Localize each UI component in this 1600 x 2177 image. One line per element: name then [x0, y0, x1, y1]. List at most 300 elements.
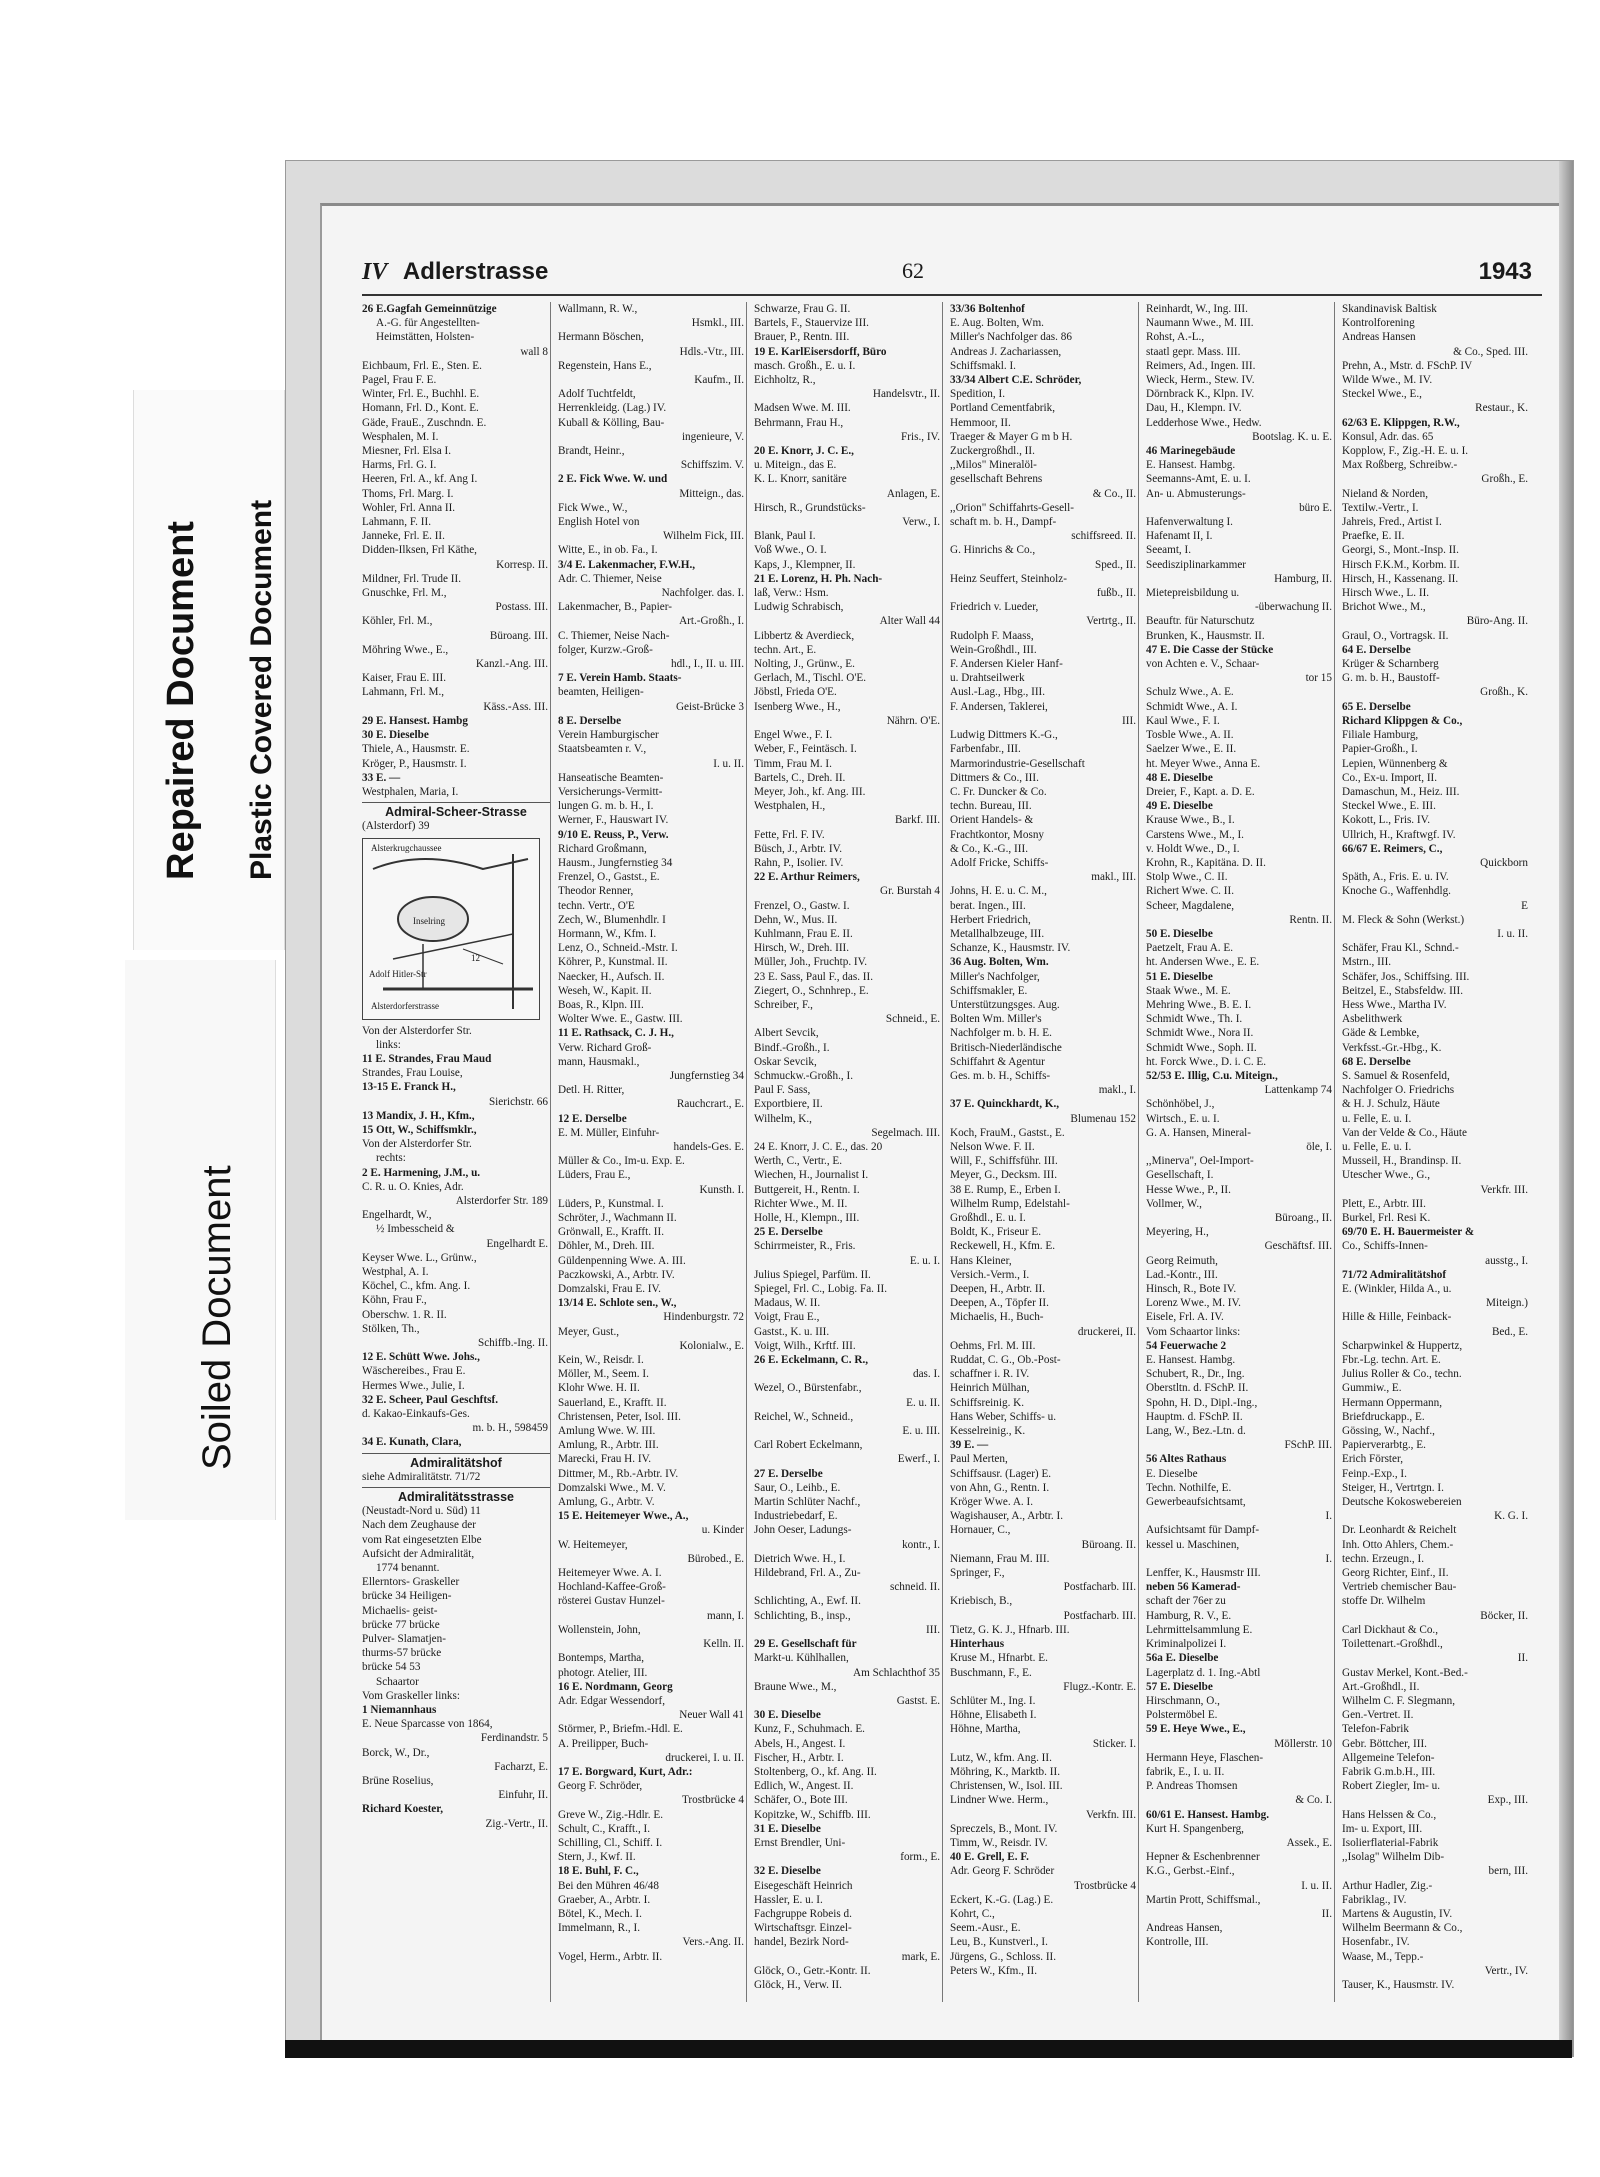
directory-entry: 30 E. Dieselbe: [754, 1709, 821, 1722]
directory-entry: Miller's Nachfolger das. 86: [950, 331, 1072, 344]
directory-entry: 33/34 Albert C.E. Schröder,: [950, 374, 1082, 387]
directory-entry: handels-Ges. E.: [673, 1140, 744, 1153]
directory-entry: Hirschmann, O.,: [1146, 1694, 1220, 1707]
directory-entry: Sped., II.: [1094, 558, 1136, 571]
directory-entry: Lenffer, K., Hausmstr III.: [1146, 1567, 1261, 1580]
directory-entry: 16 E. Nordmann, Georg: [558, 1680, 673, 1693]
directory-entry: Schiffb.-Ing. II.: [477, 1336, 548, 1349]
directory-entry: Reichel, W., Schneid.,: [754, 1410, 854, 1423]
directory-entry: Scharpwinkel & Huppertz,: [1342, 1339, 1463, 1352]
directory-entry: 2 E. Fick Wwe. W. und: [558, 473, 668, 486]
directory-entry: Geschäftsf. III.: [1264, 1240, 1332, 1253]
directory-entry: Boldt, K., Friseur E.: [950, 1226, 1042, 1239]
directory-entry: Peters W., Kfm., II.: [950, 1964, 1038, 1977]
directory-entry: Telefon-Fabrik: [1342, 1723, 1409, 1736]
directory-entry: E. Hansest. Hambg.: [1146, 459, 1236, 472]
directory-entry: Glöck, H., Verw. II.: [754, 1978, 842, 1991]
directory-entry: Miller's Nachfolger,: [950, 970, 1040, 983]
directory-entry: Wohler, Frl. Anna II.: [362, 501, 456, 514]
directory-entry: Spiegel, Frl. C., Lobig. Fa. II.: [754, 1283, 887, 1296]
directory-entry: Eichholtz, R.,: [754, 374, 816, 387]
directory-entry: 56 Altes Rathaus: [1146, 1453, 1227, 1466]
directory-entry: makl., III.: [1091, 871, 1136, 884]
directory-entry: Prehn, A., Mstr. d. FSchP. IV: [1342, 359, 1473, 372]
directory-entry: Wagishauser, A., Arbtr. I.: [950, 1510, 1063, 1523]
directory-entry: Eisele, Frl. A. IV.: [1146, 1311, 1224, 1324]
directory-entry: Albert Sevcik,: [754, 1027, 819, 1040]
directory-entry: Skandinavisk Baltisk: [1342, 303, 1437, 315]
directory-entry: Barkf. III.: [894, 814, 940, 827]
directory-entry: u. Kinder: [701, 1524, 744, 1537]
directory-entry: Wilhelm, K.,: [754, 1112, 812, 1125]
directory-entry: Adolf Fricke, Schiffs-: [950, 856, 1049, 869]
directory-entry: Weseh, W., Kapit. II.: [558, 984, 652, 997]
directory-entry: Seeamt, I.: [1146, 544, 1192, 557]
directory-entry: E. Dieselbe: [1146, 1467, 1198, 1480]
directory-entry: Aufsichtsamt für Dampf-: [1146, 1524, 1260, 1537]
directory-entry: Kuhlmann, Frau E. II.: [754, 927, 853, 940]
directory-entry: Vollmer, W.,: [1146, 1197, 1202, 1210]
directory-entry: neben 56 Kamerad-: [1146, 1581, 1241, 1594]
directory-entry: Ausl.-Lag., Hbg., III.: [950, 686, 1046, 699]
directory-entry: P. Andreas Thomsen: [1146, 1780, 1238, 1793]
directory-entry: Kopplow, F., Zig.-H. E. u. I.: [1342, 445, 1469, 458]
street-heading: Admiralitätshof: [362, 1453, 550, 1470]
directory-entry: Krohn, R., Kapitäna. D. II.: [1146, 856, 1266, 869]
directory-entry: Westphal, A. I.: [362, 1265, 429, 1278]
directory-entry: mann, I.: [707, 1609, 744, 1622]
directory-entry: II.: [1517, 1652, 1528, 1665]
directory-entry: 8 E. Derselbe: [558, 714, 622, 727]
directory-entry: Papier-Großh., I.: [1342, 743, 1418, 756]
directory-entry: Lepien, Wünnenberg &: [1342, 757, 1448, 770]
directory-entry: schaft der 76er zu: [1146, 1595, 1226, 1608]
directory-entry: Art.-Großh., I.: [679, 615, 744, 628]
directory-entry: Alter Wall 44: [879, 615, 940, 628]
directory-entry: Isenberg Wwe., H.,: [754, 700, 841, 713]
directory-entry: folger, Kurzw.-Groß-: [558, 643, 653, 656]
directory-entry: Wirtsch., E. u. I.: [1146, 1112, 1220, 1125]
directory-entry: English Hotel von: [558, 516, 640, 529]
directory-entry: Niemann, Frau M. III.: [950, 1552, 1050, 1565]
directory-entry: brücke 77 brücke: [362, 1618, 440, 1631]
directory-entry: photogr. Atelier, III.: [558, 1666, 648, 1679]
directory-entry: Voigt, Wilh., Krftf. III.: [754, 1339, 856, 1352]
directory-entry: Korresp. II.: [496, 558, 548, 571]
directory-entry: Möllerstr. 10: [1274, 1737, 1332, 1750]
directory-entry: Scheer, Magdalene,: [1146, 899, 1235, 912]
directory-entry: Tosble Wwe., A. II.: [1146, 729, 1234, 742]
directory-entry: Bindf.-Großh., I.: [754, 1041, 830, 1054]
directory-entry: 65 E. Derselbe: [1342, 700, 1411, 713]
directory-entry: Georg Richter, Einf., II.: [1342, 1567, 1449, 1580]
directory-entry: Verkfr. III.: [1480, 1183, 1528, 1196]
directory-entry: Kröger Wwe. A. I.: [950, 1496, 1034, 1509]
directory-entry: Dehn, W., Mus. II.: [754, 913, 838, 926]
directory-entry: techn. Art., E.: [754, 643, 817, 656]
directory-entry: Verkfn. III.: [1085, 1808, 1136, 1821]
directory-entry: Hesse Wwe., P., II.: [1146, 1183, 1231, 1196]
directory-entry: Industriebedarf, E.: [754, 1510, 838, 1523]
directory-entry: Friedrich v. Lueder,: [950, 601, 1039, 614]
directory-entry: 7 E. Verein Hamb. Staats-: [558, 672, 682, 685]
directory-entry: Fachgruppe Robeis d.: [754, 1907, 852, 1920]
directory-entry: Pulver- Slamatjen-: [362, 1633, 446, 1646]
directory-entry: Hans Helssen & Co.,: [1342, 1808, 1437, 1821]
directory-entry: G. Hinrichs & Co.,: [950, 544, 1036, 557]
directory-entry: Schäfer, O., Bote III.: [754, 1794, 848, 1807]
directory-entry: Lagerplatz d. 1. Ing.-Abtl: [1146, 1666, 1261, 1679]
directory-entry: links:: [376, 1038, 401, 1051]
directory-entry: Hirsch, R., Grundstücks-: [754, 501, 866, 514]
directory-entry: Gesellschaft, I.: [1146, 1169, 1214, 1182]
directory-entry: Bartels, C., Dreh. II.: [754, 771, 846, 784]
directory-entry: d. Kakao-Einkaufs-Ges.: [362, 1408, 470, 1420]
directory-entry: Spohn, H. D., Dipl.-Ing.,: [1146, 1396, 1258, 1409]
directory-entry: Vom Graskeller links:: [362, 1689, 460, 1702]
directory-entry: 62/63 E. Klippgen, R.W.,: [1342, 416, 1460, 429]
directory-entry: Döhler, M., Dreh. III.: [558, 1240, 655, 1253]
directory-entry: Schmidt Wwe., Nora II.: [1146, 1027, 1254, 1040]
directory-entry: Graeber, A., Arbtr. I.: [558, 1893, 651, 1906]
directory-entry: Lattenkamp 74: [1264, 1084, 1332, 1097]
directory-entry: Domzalski, Frau E. IV.: [558, 1283, 661, 1296]
directory-entry: Oberschw. 1. R. II.: [362, 1308, 447, 1321]
directory-entry: Hosenfabr., IV.: [1342, 1936, 1410, 1949]
directory-entry: 32 E. Dieselbe: [754, 1865, 821, 1878]
map-label-bottom: Alsterdorferstrasse: [371, 1000, 439, 1011]
directory-entry: Martin Schlüter Nachf.,: [754, 1496, 861, 1509]
directory-entry: Stern, J., Kwf. II.: [558, 1851, 636, 1864]
directory-entry: makl., I.: [1098, 1084, 1136, 1097]
directory-entry: Wesphalen, M. I.: [362, 430, 439, 443]
directory-entry: Anlagen, E.: [886, 487, 940, 500]
directory-entry: & H. J. Schulz, Häute: [1342, 1098, 1440, 1111]
directory-entry: beamten, Heiligen-: [558, 686, 644, 699]
directory-entry: Schmidt Wwe., A. I.: [1146, 700, 1238, 713]
directory-entry: schneid. II.: [889, 1581, 940, 1594]
directory-entry: Zech, W., Blumenhdlr. I: [558, 913, 666, 926]
directory-entry: Schmidt Wwe., Soph. II.: [1146, 1041, 1257, 1054]
directory-entry: Lenz, O., Schneid.-Mstr. I.: [558, 942, 678, 955]
directory-entry: Markt-u. Kühlhallen,: [754, 1652, 849, 1665]
directory-entry: 38 E. Rump, E., Erben I.: [950, 1183, 1061, 1196]
directory-entry: Michaelis, H., Buch-: [950, 1311, 1044, 1324]
directory-entry: tor 15: [1305, 672, 1332, 685]
directory-entry: Bötel, K., Mech. I.: [558, 1907, 642, 1920]
directory-entry: Verw. Richard Groß-: [558, 1041, 652, 1054]
directory-entry: Trostbrücke 4: [1073, 1879, 1136, 1892]
directory-entry: Fris., IV.: [901, 430, 940, 443]
directory-entry: Voß Wwe., O. I.: [754, 544, 827, 557]
directory-entry: u. Felle, E. u. I.: [1342, 1112, 1412, 1125]
directory-entry: Techn. Nothilfe, E.: [1146, 1481, 1232, 1494]
directory-entry: 66/67 E. Reimers, C.,: [1342, 842, 1443, 855]
directory-entry: Schröter, J., Wachmann II.: [558, 1212, 677, 1224]
directory-entry: Voigt, Frau E.,: [754, 1311, 820, 1324]
directory-entry: Andreas J. Zachariassen,: [950, 345, 1062, 358]
directory-entry: Kaiser, Frau E. III.: [362, 672, 447, 685]
directory-entry: Gewerbeaufsichtsamt,: [1146, 1496, 1246, 1509]
directory-entry: Graul, O., Vortragsk. II.: [1342, 629, 1449, 642]
directory-entry: u. Drahtseilwerk: [950, 672, 1025, 685]
directory-entry: Madsen Wwe. M. III.: [754, 402, 851, 415]
directory-entry: 39 E. —: [950, 1439, 989, 1452]
directory-entry: Orient Handels- &: [950, 814, 1034, 827]
directory-entry: Kunz, F., Schuhmach. E.: [754, 1723, 865, 1736]
directory-entry: Georgi, S., Mont.-Insp. II.: [1342, 544, 1459, 557]
directory-entry: 27 E. Derselbe: [754, 1467, 823, 1480]
directory-entry: Von der Alsterdorfer Str.: [362, 1138, 472, 1151]
directory-entry: Geist-Brücke 3: [675, 700, 744, 713]
directory-entry: Schwarze, Frau G. II.: [754, 303, 851, 315]
directory-entry: Schmidt Wwe., Th. I.: [1146, 1013, 1243, 1026]
directory-entry: Lahmann, F. II.: [362, 516, 432, 529]
directory-entry: Brunken, K., Hausmstr. II.: [1146, 629, 1265, 642]
directory-entry: u. Miteign., das E.: [754, 459, 837, 472]
directory-entry: Versicherungs-Vermitt-: [558, 785, 663, 798]
directory-entry: Wirtschaftsgr. Einzel-: [754, 1922, 852, 1935]
directory-entry: Koch, FrauM., Gastst., E.: [950, 1126, 1065, 1139]
tab-repaired-document[interactable]: Repaired Document: [160, 521, 202, 880]
directory-entry: Richard Koester,: [362, 1803, 443, 1816]
directory-entry: III.: [926, 1623, 940, 1636]
directory-entry: büro E.: [1299, 501, 1332, 514]
directory-entry: Grönwall, E., Krafft. II.: [558, 1226, 665, 1239]
directory-entry: 12 E. Schütt Wwe. Johs.,: [362, 1351, 480, 1364]
directory-entry: 52/53 E. Illig, C.u. Miteign.,: [1146, 1069, 1278, 1082]
directory-entry: Möhring Wwe., E.,: [362, 643, 449, 656]
directory-entry: E: [1521, 899, 1528, 912]
directory-entry: Adr. Georg F. Schröder: [950, 1865, 1055, 1878]
directory-entry: 56a E. Dieselbe: [1146, 1652, 1219, 1665]
directory-entry: G. m. b. H., Baustoff-: [1342, 672, 1440, 685]
directory-entry: das. I.: [912, 1368, 940, 1381]
directory-entry: Strandes, Frau Louise,: [362, 1067, 463, 1080]
directory-entry: ½ Imbesscheid &: [376, 1223, 455, 1236]
directory-entry: 11 E. Rathsack, C. J. H.,: [558, 1027, 674, 1040]
directory-entry: Jürgens, G., Schloss. II.: [950, 1950, 1057, 1963]
directory-entry: Nelson Wwe. F. II.: [950, 1140, 1035, 1153]
directory-entry: Lang, W., Bez.-Ltn. d.: [1146, 1425, 1246, 1438]
directory-entry: Schneid., E.: [885, 1013, 940, 1026]
directory-entry: Hirsch, H., Kassenang. II.: [1342, 572, 1459, 585]
directory-entry: Brandt, Heinr.,: [558, 445, 625, 458]
directory-entry: Metallhalbzeuge, III.: [950, 927, 1045, 940]
directory-entry: berat. Ingen., III.: [950, 899, 1026, 912]
directory-entry: III.: [1122, 714, 1136, 727]
directory-entry: Regenstein, Hans E.,: [558, 359, 652, 372]
directory-entry: Ferdinandstr. 5: [480, 1732, 548, 1745]
directory-entry: 68 E. Derselbe: [1342, 1055, 1411, 1068]
directory-entry: techn. Vertr., O'E: [558, 899, 635, 912]
directory-entry: A.-G. für Angestellten-: [376, 317, 480, 330]
directory-entry: Hafenverwaltung I.: [1146, 516, 1233, 529]
directory-entry: Vogel, Herm., Arbtr. II.: [558, 1950, 663, 1963]
directory-entry: 19 E. KarlEisersdorff, Büro: [754, 345, 887, 358]
directory-entry: Naumann Wwe., M. III.: [1146, 317, 1254, 330]
directory-entry: Wiechen, H., Journalist I.: [754, 1169, 869, 1182]
directory-entry: stoffe Dr. Wilhelm: [1342, 1595, 1426, 1608]
directory-entry: Hermann Heye, Flaschen-: [1146, 1751, 1264, 1764]
street-name: Adlerstrasse: [402, 258, 549, 285]
directory-entry: Rauchcrart., E.: [676, 1098, 744, 1111]
directory-entry: Meyer, G., Decksm. III.: [950, 1169, 1058, 1182]
directory-entry: 20 E. Knorr, J. C. E.,: [754, 445, 854, 458]
tab-plastic-covered-document[interactable]: Plastic Covered Document: [245, 499, 278, 880]
directory-entry: Kuball & Kölling, Bau-: [558, 416, 665, 429]
directory-entry: Bolten Wm. Miller's: [950, 1013, 1042, 1026]
directory-entry: Kolonialw., E.: [679, 1339, 744, 1352]
directory-entry: Lüders, Frau E.,: [558, 1169, 631, 1182]
directory-entry: Kanzl.-Ang. III.: [475, 658, 548, 671]
directory-entry: Schiffsmakl. I.: [950, 359, 1016, 372]
directory-entry: Leu, B., Kunstverl., I.: [950, 1936, 1048, 1949]
directory-entry: Nährn. O'E.: [886, 714, 940, 727]
directory-entry: Hanseatische Beamten-: [558, 771, 664, 784]
directory-entry: 60/61 E. Hansest. Hambg.: [1146, 1808, 1270, 1821]
directory-entry: Schiffahrt & Agentur: [950, 1055, 1045, 1068]
directory-entry: Hemmoor, II.: [950, 416, 1011, 429]
directory-entry: Naecker, H., Aufsch. II.: [558, 970, 665, 983]
directory-entry: kessel u. Maschinen,: [1146, 1538, 1240, 1551]
directory-entry: Hirsch, W., Dreh. III.: [754, 942, 850, 955]
directory-entry: Meyer, Joh., kf. Ang. III.: [754, 785, 866, 798]
directory-entry: Paul Merten,: [950, 1453, 1008, 1466]
directory-entry: Kaps, J., Klempner, II.: [754, 558, 856, 571]
directory-entry: Gebr. Böttcher, III.: [1342, 1737, 1427, 1750]
directory-entry: techn. Erzeugn., I.: [1342, 1552, 1425, 1565]
directory-entry: Schönhöbel, J.,: [1146, 1098, 1215, 1111]
directory-entry: Michaelis- geist-: [362, 1604, 438, 1617]
directory-entry: Hermes Wwe., Julie, I.: [362, 1379, 465, 1392]
directory-entry: Westphalen, H.,: [754, 800, 826, 813]
directory-entry: Saur, O., Leihb., E.: [754, 1481, 841, 1494]
directory-entry: Lakenmacher, B., Papier-: [558, 601, 672, 614]
directory-entry: m. b. H., 598459: [472, 1422, 548, 1435]
directory-entry: Buschmann, F., E.: [950, 1666, 1032, 1679]
directory-entry: Wäschereibes., Frau E.: [362, 1365, 466, 1378]
directory-entry: Tietz, G. K. J., Hfnarb. III.: [950, 1623, 1070, 1636]
directory-entry: Miesner, Frl. Elsa I.: [362, 445, 452, 458]
directory-entry: Beauftr. für Naturschutz: [1146, 615, 1255, 628]
directory-entry: Amlung Wwe. W. III.: [558, 1425, 656, 1438]
directory-entry: Andreas Hansen,: [1146, 1922, 1223, 1935]
directory-entry: Vertr., IV.: [1484, 1964, 1528, 1977]
directory-entry: Heeren, Frl. A., kf. Ang I.: [362, 473, 478, 486]
directory-entry: 13-15 E. Franck H.,: [362, 1081, 456, 1094]
street-heading: Admiralitätsstrasse: [362, 1487, 550, 1504]
directory-entry: Edlich, W., Angest. II.: [754, 1780, 854, 1793]
directory-entry: Theodor Renner,: [558, 885, 634, 898]
directory-entry: Dreier, F., Kapt. a. D. E.: [1146, 785, 1255, 798]
directory-entry: Bartels, F., Stauervize III.: [754, 317, 869, 330]
directory-entry: Hamburg, R. V., E.: [1146, 1609, 1232, 1622]
directory-entry: E. u. I.: [909, 1254, 940, 1267]
directory-entry: Christensen, Peter, Isol. III.: [558, 1410, 681, 1423]
directory-entry: Kurt H. Spangenberg,: [1146, 1822, 1244, 1835]
tab-soiled-document[interactable]: Soiled Document: [195, 1165, 239, 1470]
directory-entry: I.: [1325, 1552, 1332, 1565]
directory-entry: Ullrich, H., Kraftwgf. IV.: [1342, 828, 1456, 841]
directory-entry: Ledderhose Wwe., Hedw.: [1146, 416, 1262, 429]
directory-entry: 31 E. Dieselbe: [754, 1822, 821, 1835]
directory-entry: Dittmer, M., Rb.-Arbtr. IV.: [558, 1467, 679, 1480]
directory-entry: Braune Wwe., M.,: [754, 1680, 837, 1693]
directory-entry: Plett, E., Arbtr. III.: [1342, 1197, 1426, 1210]
directory-entry: Martens & Augustin, IV.: [1342, 1907, 1453, 1920]
directory-entry: Schlichting, A., Ewf. II.: [754, 1595, 861, 1608]
directory-entry: Vertrieb chemischer Bau-: [1342, 1581, 1457, 1594]
directory-entry: Flugz.-Kontr. E.: [1063, 1680, 1136, 1693]
directory-entry: Schlichting, B., insp.,: [754, 1609, 851, 1622]
directory-entry: Verein Hamburgischer: [558, 729, 659, 742]
directory-entry: Hermann Oppermann,: [1342, 1396, 1443, 1409]
directory-entry: Feinp.-Exp., I.: [1342, 1467, 1407, 1480]
directory-entry: I. u. II.: [1497, 927, 1528, 940]
directory-column-3: [754, 302, 943, 2002]
directory-entry: Hildebrand, Frl. A., Zu-: [754, 1567, 861, 1580]
directory-entry: Schreiber, F.,: [754, 998, 813, 1011]
directory-entry: Brichot Wwe., M.,: [1342, 601, 1426, 614]
directory-entry: E. Aug. Bolten, Wm.: [950, 317, 1044, 330]
directory-entry: Schult, C., Krafft., I.: [558, 1822, 651, 1835]
directory-entry: Zuckergroßhdl., II.: [950, 445, 1035, 458]
directory-entry: FSchP. III.: [1284, 1439, 1332, 1452]
directory-entry: Kein, W., Reisdr. I.: [558, 1354, 644, 1367]
directory-entry: Seem.-Ausr., E.: [950, 1922, 1021, 1935]
directory-entry: Toilettenart.-Großhdl.,: [1342, 1638, 1443, 1651]
directory-entry: Max Roßberg, Schreibw.-: [1342, 459, 1458, 472]
directory-entry: Co., Schiffs-Innen-: [1342, 1240, 1428, 1253]
scanned-page: [285, 160, 1574, 2057]
directory-entry: techn. Bureau, III.: [950, 800, 1032, 813]
directory-entry: Lehrmittelsammlung E.: [1146, 1623, 1253, 1636]
directory-entry: Dietrich Wwe. H., I.: [754, 1552, 846, 1565]
directory-entry: Müller & Co., Im-u. Exp. E.: [558, 1155, 685, 1168]
directory-entry: Gastst., K. u. III.: [754, 1325, 830, 1338]
directory-entry: 26 E. Eckelmann, C. R.,: [754, 1354, 869, 1367]
directory-entry: von Achten e. V., Schaar-: [1146, 658, 1260, 671]
directory-entry: Nach dem Zeughause der: [362, 1519, 476, 1532]
directory-entry: Hdls.-Vtr., III.: [679, 345, 744, 358]
directory-entry: 57 E. Dieselbe: [1146, 1680, 1213, 1693]
directory-entry: Oberstltn. d. FSchP. II.: [1146, 1382, 1249, 1395]
directory-entry: Hsmkl., III.: [691, 317, 744, 330]
directory-entry: Filiale Hamburg,: [1342, 729, 1419, 742]
directory-entry: Verw., I.: [902, 516, 940, 529]
directory-entry: Gnuschke, Frl. M.,: [362, 587, 447, 600]
directory-entry: Heinz Seuffert, Steinholz-: [950, 572, 1067, 585]
directory-entry: Wilhelm C. F. Slegmann,: [1342, 1694, 1456, 1707]
directory-entry: Richter Wwe., M. II.: [754, 1197, 848, 1210]
directory-entry: staatl gepr. Mass. III.: [1146, 345, 1241, 358]
directory-entry: 1774 benannt.: [376, 1562, 440, 1575]
directory-entry: rechts:: [376, 1152, 406, 1165]
directory-entry: Kokott, L., Fris. IV.: [1342, 814, 1431, 827]
directory-entry: (Alsterdorf) 39: [362, 820, 430, 833]
directory-entry: E. Hansest. Hambg.: [1146, 1354, 1236, 1367]
directory-entry: Wieck, Herm., Stew. IV.: [1146, 374, 1255, 387]
directory-entry: 3/4 E. Lakenmacher, F.W.H.,: [558, 558, 696, 571]
directory-entry: Schiffsreinig. K.: [950, 1396, 1025, 1409]
directory-entry: handel, Bezirk Nord-: [754, 1936, 849, 1949]
directory-entry: Kelln. II.: [703, 1638, 744, 1651]
directory-entry: Eisegeschäft Heinrich: [754, 1879, 853, 1892]
directory-entry: K.G., Gerbst.-Einf.,: [1146, 1865, 1235, 1878]
directory-entry: Wilhelm Rump, Edelstahl-: [950, 1197, 1070, 1210]
directory-entry: öle, I.: [1306, 1140, 1332, 1153]
